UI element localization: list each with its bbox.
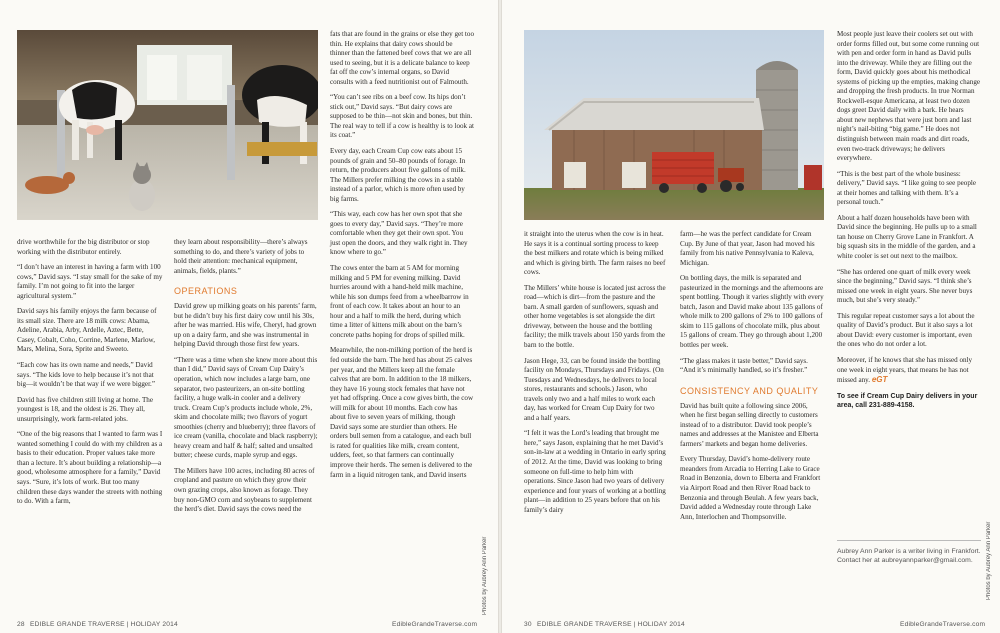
paragraph: Jason Hege, 33, can be found inside the bottling facility on Mondays, Thursdays and Fridays. (On Tuesdays and Wednesdays, he delivers to local stores, restaurants and schools.) Jason, who travels only two and a half miles to work each day, has worked for Cream Cup Dairy for two and a half years. <box>524 356 664 422</box>
paragraph: About a half dozen households have been with David since the beginning. He pulls up to a small tan house on Cherry Grove Lane in Frankfort. A big squash sits in the middle of the garden, and a white cooler is set out next to the mailbox. <box>837 213 977 261</box>
section-heading-consistency: CONSISTENCY AND QUALITY <box>680 385 819 396</box>
left-column-2 <box>174 238 318 521</box>
paragraph: “I felt it was the Lord’s leading that brought me here,” says Jason, explaining that he met David’s son-in-law at a wedding in Ontario in early spring of 2012. At the time, David was looking to bring someone on full-time to help him with operations. Since Jason had two years of delivery experience and four years of working at a bottling plant—in addition to 25 years before that on his family’s dairy <box>524 429 666 514</box>
right-column-1 <box>524 230 666 521</box>
paragraph: Meanwhile, the non-milking portion of the herd is fed outside the barn. The herd has about 25 calves per year, and the Millers keep all the female calves that are born. In addition to the 18 milkers, they have 16 young stock females that have not yet had offspring. Once a cow gives birth, the cow will milk for about 10 months. Each cow has about five to seven years of milking, though David says some are sturdier than others. He orders bull semen from a catalogue, and each bull is rated for qualities like milk, cream content, udders, feet, so that farmers can continually improve their herds. The semen is delivered to the farm in a liquid nitrogen tank, and David inserts <box>330 346 474 479</box>
paragraph: “There was a time when she knew more about this than I did,” David says of Cream Cup Dairy’s operation, which now includes a large barn, one separator, two pasteurizers, an on-site bottling facility, a huge walk-in cooler and a delivery truck. Cream Cup’s products include whole, 2%, skim and chocolate milk; two flavors of yogurt smoothies (cherry and blueberry); three flavors of ice cream (vanilla, chocolate and black raspberry); heavy cream and half & half; salted and unsalted butter; cheese curds, maple syrup and eggs. <box>174 355 318 460</box>
left-column-1 <box>17 238 163 513</box>
paragraph: “One of the big reasons that I wanted to farm was I wanted something I could do with my children as a basis to their education. Proper values take more than a lecture. It’s about building a relationship—a good, wholesome atmosphere for a family,” David says. “Sure, it’s lots of work. But too many children these days wander the streets with nothing to do. With a farm, <box>17 430 163 506</box>
paragraph: “This way, each cow has her own spot that she goes to every day,” David says. “They’re more comfortable when they get their own spot. You just open the doors, and they walk right in. They know where to go.” <box>330 210 468 257</box>
paragraph: David has five children still living at home. The youngest is 18, and the oldest is 26. They all, unsurprisingly, work farm-related jobs. <box>17 395 154 423</box>
paragraph: it straight into the uterus when the cow is in heat. He says it is a continual sorting process to keep the best milkers and rotate which is being milked and which is giving birth. The farm raises no beef cows. <box>524 230 666 277</box>
paragraph: “You can’t see ribs on a beef cow. Its hips don’t stick out,” David says. “But dairy cows are supposed to be thin—not skin and bones, but thin. The real way to tell if a cow is healthy is to look at its coat.” <box>330 93 475 140</box>
paragraph: The Millers have 100 acres, including 80 acres of cropland and pasture on which they grow their own grazing crops, also known as forage. They buy non-GMO corn and soybeans to supplement the herd’s diet. David says the cows need the <box>174 466 315 514</box>
right-column-3 <box>837 30 981 417</box>
final-paragraph-text: Moreover, if he knows that she has missed only one week in eight years, that means he has not missed any. <box>837 355 973 385</box>
paragraph: Most people just leave their coolers set out with order forms filled out, but some come running out with pen and order form in hand as David pulls into the driveway. While they are filling out the form, David quickly goes about his methodical systems of picking up the empties, making change and dropping the fresh products. In true Norman Rockwell-esque Americana, at least two dozen dogs greet David daily with a bark. He hears about new nephews that were just born and last night’s nail-biting “big game.” He does not distinguish between main roads and dirt roads, even two-track driveways; he delivers everywhere. <box>837 30 981 163</box>
paragraph: David says his family enjoys the farm because of its small size. There are 18 milk cows: Abama, Adeline, Arabia, Arby, Ardelle, Aztec, Bette, Casey, Cobalt, Coho, Corrine, Marlene, Marlow, Mars, Melina, Sora, Sprite and Sweeto. <box>17 307 157 354</box>
paragraph: “The glass makes it taste better,” David says. “And it’s minimally handled, so it’s fresher.” <box>680 356 808 375</box>
author-bio: Aubrey Ann Parker is a writer living in Frankfort. Contact her at aubreyannparker@gmail.com. <box>837 540 981 565</box>
paragraph: they learn about responsibility—there’s always something to do, and there’s variety of jobs to hold their attention: mechanical equipment, animals, fields, plants.” <box>174 238 308 275</box>
section-heading-operations: OPERATIONS <box>174 286 238 297</box>
paragraph: “She has ordered one quart of milk every week since the beginning,” David says. “I think she’s missed one week in eight years. She never buys much, but she’s very steady.” <box>837 267 973 305</box>
end-mark-logo: eGT <box>871 375 888 385</box>
paragraph: The Millers’ white house is located just across the road—which is dirt—from the pasture and the barn. A small garden of sunflowers, squash and other home vegetables is set alongside the dirt driveway, between the house and the bottling facility; the milk travels about 150 yards from the barn to the bottle. <box>524 283 666 350</box>
photo-credit: Photos by Aubrey Ann Parker <box>986 521 992 600</box>
left-page <box>0 0 498 633</box>
footer-page-number: 28 <box>17 621 25 628</box>
paragraph <box>837 356 981 386</box>
footer-publication: EDIBLE GRANDE TRAVERSE | HOLIDAY 2014 <box>537 621 685 628</box>
footer-publication: EDIBLE GRANDE TRAVERSE | HOLIDAY 2014 <box>30 621 178 628</box>
paragraph: On bottling days, the milk is separated and pasteurized in the mornings and the afternoons are spent bottling. Though it varies slightly with every batch, Jason and David make about 135 gallons of whole milk to 200 gallons of 2% to 100 gallons of skim to 115 gallons of chocolate milk, plus about 15 gallons of cream. They go through about 1,200 bottles per week. <box>680 274 824 350</box>
photo-credit: Photos by Aubrey Ann Parker <box>482 536 488 615</box>
paragraph: “Each cow has its own name and needs,” David says. “The kids love to help because it’s not that big—it wouldn’t be that way if we were bigger.” <box>17 361 155 389</box>
paragraph: farm—he was the perfect candidate for Cream Cup. By June of that year, Jason had moved his family from his native Pennsylvania to Kaleva, Michigan. <box>680 230 815 267</box>
paragraph: “This is the best part of the whole business: delivery,” David says. “I like going to see people at their homes and talking with them. It’s a personal touch.” <box>837 169 977 207</box>
footer-url: EdibleGrandeTraverse.com <box>900 621 986 628</box>
footer-page-number: 30 <box>524 621 532 628</box>
paragraph: “I don’t have an interest in having a farm with 100 cows,” David says. “I stay small for the sake of my family. I’m not going to fit into the larger agricultural system.” <box>17 263 163 300</box>
paragraph: The cows enter the barn at 5 AM for morning milking and 5 PM for evening milking. David hurries around with a hand-held milk machine, while his son dumps feed from a wheelbarrow in front of each cow. It takes about an hour to an hour and a half to milk the herd, during which time a litter of kittens milk about on the barn’s concrete paths hoping for drops of spilled milk. <box>330 264 469 339</box>
footer-url: EdibleGrandeTraverse.com <box>392 621 478 628</box>
paragraph: fats that are found in the grains or else they get too thin. He explains that dairy cows should be thinner than the fattened beef cows that we are all used to seeing, but it is a delicate balance to keep fat off the cow’s internal organs, so David consults with a feed nutritionist out of Falmouth. <box>330 30 474 86</box>
paragraph: drive worthwhile for the big distributor or stop working with the distributor entirely. <box>17 238 150 256</box>
paragraph: David grew up milking goats on his parents’ farm, but he didn’t buy his first dairy cow until his 30s, after he was married. His wife, Cheryl, had grown up on a dairy farm, and she was instrumental in helping David through those first few years. <box>174 302 317 349</box>
paragraph: This regular repeat customer says a lot about the quality of David’s product. But it also says a lot about David: every customer is important, even the ones who do not order a lot. <box>837 311 975 349</box>
barn-interior-cows-photo <box>17 30 318 220</box>
paragraph: David has built quite a following since 2006, when he first began selling directly to customers instead of to a distributor. David took people’s names and addresses at the Manistee and Elberta farmers’ markets and began home deliveries. <box>680 401 819 448</box>
paragraph: Every day, each Cream Cup cow eats about 15 pounds of grain and 50–80 pounds of forage. In return, the producers about five gallons of milk. The Millers prefer milking the cows in a stable instead of a parlor, which is more often used by big farms. <box>330 147 466 203</box>
left-column-3 <box>330 30 474 486</box>
barn-and-silo-photo <box>524 30 824 220</box>
right-page <box>502 0 1000 633</box>
call-to-action: To see if Cream Cup Dairy delivers in your area, call 231-889-4158. <box>837 392 978 410</box>
right-column-2 <box>680 230 824 528</box>
paragraph: Every Thursday, David’s home-delivery route meanders from Arcadia to Herring Lake to Grace Road in Benzonia, down to Elberta and Frankfort via Airport Road and then River Road back to Benzonia and through Beulah. A few years back, David added a Wednesday route through Lake Ann, Interlochen and Thompsonville. <box>680 455 821 521</box>
